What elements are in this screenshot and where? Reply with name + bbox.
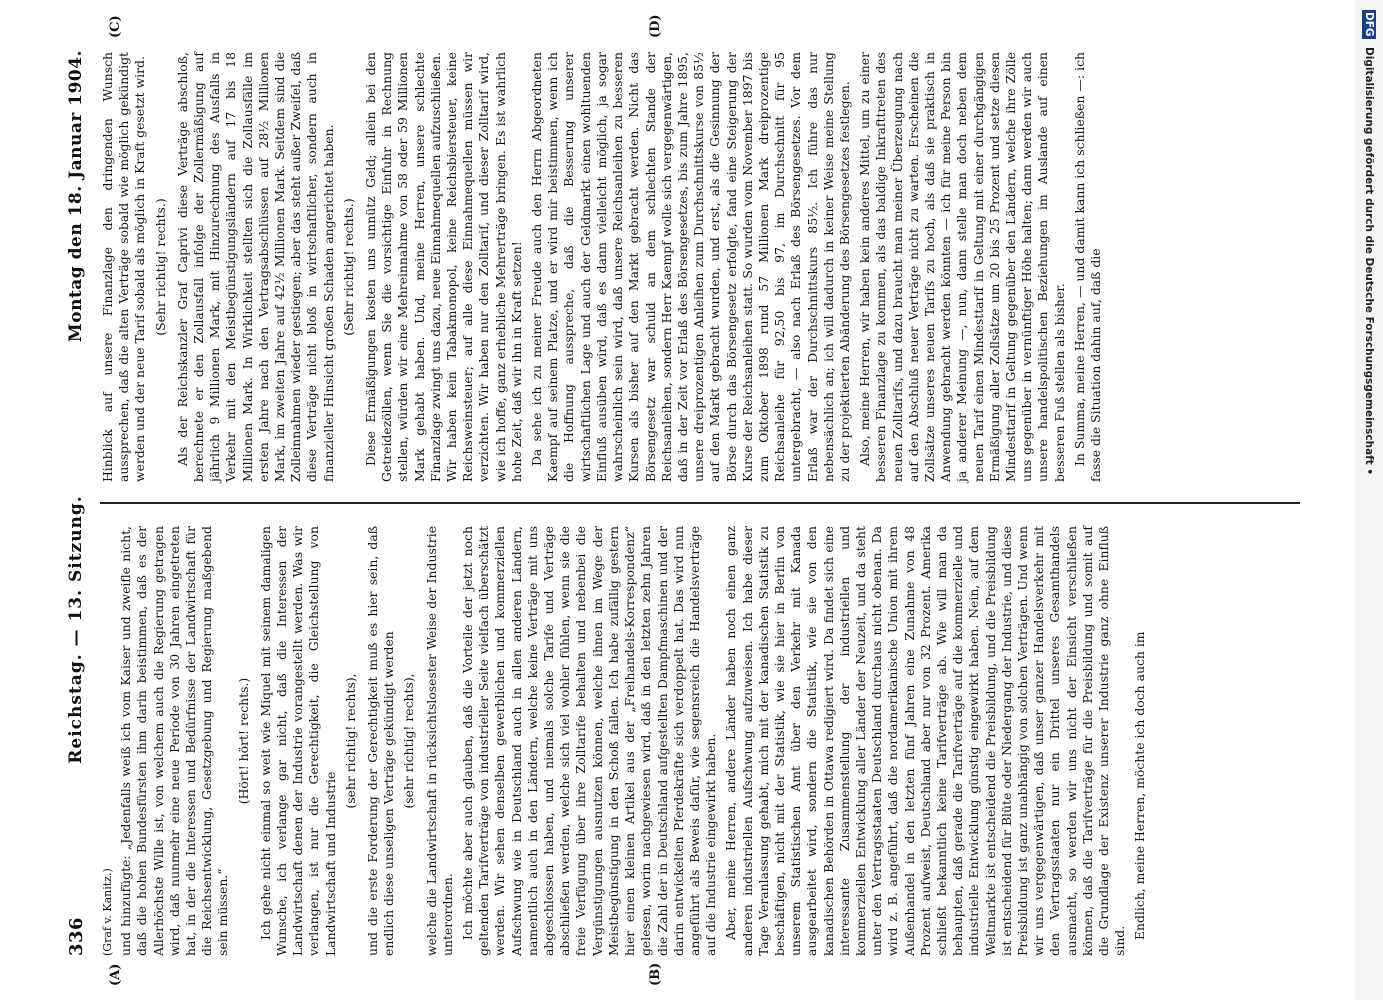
paragraph: Diese Ermäßigungen kosten uns unnütz Geld; allein bei den Getreidezöllen, wenn Sie die vorsichtige Einfuhr in Rechnung stellen, würden wir eine Mehreinnahme von 58 oder 59 Millionen Mark gehabt haben. Und, meine Herren, unsere schlechte Finanzlage zwingt uns dazu, neue Einnahmequellen aufzuschließen. Wir haben kein Tabakmonopol, keine Reichsbiersteuer, keine Reichsweinsteuer; auf alle diese Einnahmequellen müssen wir verzichten. Wir haben nur den Zolltarif, und dieser Zolltarif wird, wie ich hoffe, ganz erhebliche Mehrerträge bringen. Es ist wahrlich hohe Zeit, daß wir ihn in Kraft setzen! (363, 52, 524, 482)
paragraph: Ich gehe nicht einmal so weit wie Miquel mit seinem damaligen Wunsche, ich verlange gar nicht, daß die Interessen der Landwirtschaft denen der Industrie vorangestellt werden. Was wir verlangen, ist nur die Gerechtigkeit, die Gleichstellung von Landwirtschaft und Industrie (257, 526, 338, 956)
margin-letter-d: (D) (648, 14, 663, 38)
page-header (58, 50, 94, 956)
margin-letter-a: (A) (108, 963, 123, 986)
left-column (100, 526, 1298, 956)
interjection: (sehr richtig! rechts), (401, 673, 417, 809)
right-column (100, 52, 1298, 482)
session-title: Reichstag. — 13. Sitzung. (66, 495, 86, 764)
digitization-notice (1356, 10, 1382, 990)
paragraph: In Summa, meine Herren, — und damit kann ich schließen —: ich fasse die Situation dahin auf, daß die (1071, 52, 1103, 482)
speaker-label: (Graf v. Kanitz.) (101, 868, 114, 956)
rotated-page (58, 14, 1304, 986)
interjection: (Sehr richtig! rechts.) (152, 198, 168, 336)
interjection: (Hört! hört! rechts.) (235, 677, 251, 805)
paragraph: Aber, meine Herren, andere Länder haben noch einen ganz anderen industriellen Aufschwung aufzuweisen. Ich habe dieser Tage Veranlassung gehabt, mich mit der kanadischen Statistik zu beschäftigen, nicht mit der Statistik, wie sie hier in Berlin von unserem Statistischen Amt über den Verkehr mit Kanada ausgearbeitet wird, sondern die Statistik, wie sie von den kanadischen Behörden in Ottawa redigiert wird. Da findet sich eine interessante Zusammenstellung der industriellen und kommerziellen Entwicklung aller Länder der Neuzeit, und da steht unter den Vertragsstaaten Deutschland durchaus nicht obenan. Da wird z. B. angeführt, daß die nordamerikanische Union mit ihrem Außenhandel in den letzten fünf Jahren eine Zunahme von 48 Prozent aufweist, Deutschland aber nur von 32 Prozent. Amerika schließt bekanntlich keine Tarifverträge ab. Wie will man da behaupten, daß gerade die Tarifverträge auf die kommerzielle und industrielle Entwicklung günstig eingewirkt haben. Nein, auf dem Weltmarkte ist entscheidend die Preisbildung, und die Preisbildung ist entscheidend für Blüte oder Niedergang der Industrie, und diese Preisbildung ist ganz unabhängig von solchen Verträgen. Und wenn wir uns vergegenwärtigen, daß unser ganzer Handelsverkehr mit den Vertragsstaaten nur ein Drittel unseres Gesamthandels ausmacht, so werden wir uns nicht der Einsicht verschließen können, daß die Tarifverträge für die Preisbildung und somit auf die Grundlage der Existenz unserer Industrie ganz ohne Einfluß sind. (723, 526, 1128, 956)
paragraph: welche die Landwirtschaft in rücksichtslosester Weise der Industrie unterordnen. (423, 526, 455, 956)
paragraph: Als der Reichskanzler Graf Caprivi diese Verträge abschloß, berechnete er den Zollausfall infolge der Zollermäßigung auf jährlich 9 Millionen Mark, mit Hinzurechnung des Ausfalls in Verkehr mit den Meistbegünstigungsländern auf 17 bis 18 Millionen Mark. In Wirklichkeit stellten sich die Zollausfälle im ersten Jahre nach den Vertragsabschlüssen auf 28½ Millionen Mark, im zweiten Jahre auf 42½ Millionen Mark. Seitdem sind die Zolleinnahmen wieder gestiegen; aber das steht außer Zweifel, daß diese Verträge nicht bloß in wirtschaftlicher, sondern auch in finanzieller Hinsicht großen Schaden angerichtet haben. (174, 52, 336, 482)
digitization-notice-text: Digitalisierung gefördert durch die Deutsche Forschungsgemeinschaft • (1363, 46, 1375, 475)
paragraph: Endlich, meine Herren, möchte ich doch auch im (1132, 631, 1148, 940)
interjection: (Sehr richtig! rechts.) (340, 198, 356, 336)
paragraph: und die erste Forderung der Gerechtigkeit muß es hier sein, daß endlich diese unseligen Verträge gekündigt werden (365, 526, 397, 956)
paragraph: Hinblick auf unsere Finanzlage den dringenden Wunsch aussprechen, daß die alten Verträge sobald wie möglich gekündigt werden und der neue Tarif sobald als möglich in Kraft gesetzt wird. (100, 52, 148, 482)
margin-letter-b: (B) (648, 962, 663, 986)
interjection: (sehr richtig! rechts), (342, 673, 358, 809)
session-date: Montag den 18. Januar 1904. (66, 50, 86, 343)
paragraph: Ich möchte aber auch glauben, daß die Vorteile der jetzt noch geltenden Tarifverträge von industrieller Seite vielfach überschätzt werden. Wir sehen denselben gewerblichen und kommerziellen Aufschwung wie in Deutschland auch in allen anderen Ländern, namentlich auch in den Ländern, welche keine Verträge mit uns abgeschlossen haben, und niemals solche Tarife und Verträge abschließen werden, welche sich viel wohler fühlen, wenn sie die freie Verfügung über ihre Zolltarife behalten und nebenbei die Vergünstigungen ausnutzen können, welche ihnen im Wege der Meistbegünstigung in den Schoß fallen. Ich habe zufällig gestern hier einen kleinen Artikel aus der „Freihandels-Korrespondenz“ gelesen, worin nachgewiesen wird, daß in den letzten zehn Jahren die Zahl der in Deutschland aufgestellten Dampfmaschinen und der darin entwickelten Pferdekräfte sich verdoppelt hat. Das wird nun angeführt als Beweis dafür, wie segensreich die Handelsverträge auf die Industrie eingewirkt haben. (460, 526, 719, 956)
paragraph: Also, meine Herren, wir haben kein anderes Mittel, um zu einer besseren Finanzlage zu kommen, als das baldige Inkrafttreten des neuen Zolltarifs, und dazu braucht man meiner Überzeugung nach auf den Abschluß neuer Verträge nicht zu warten. Erscheinen die Zollsätze unseres neuen Tarifs zu hoch, als daß sie praktisch in Anwendung gebracht werden könnten — ich für meine Person bin ja anderer Meinung —, nun, dann stelle man doch neben dem neuen Tarif einen Mindesttarif in Geltung mit einer durchgängigen Ermäßigung aller Zollsätze um 20 bis 25 Prozent und setze diesen Mindesttarif in Geltung gegenüber den Ländern, welche ihre Zölle uns gegenüber in vernünftiger Höhe halten; dann werden wir auch unsere handelspolitischen Beziehungen im Auslande auf einen besseren Fuß stellen als bisher. (857, 52, 1067, 482)
paragraph: Da sehe ich zu meiner Freude auch den Herrn Abgeordneten Kaempf auf seinem Platze, und er wird mir beistimmen, wenn ich die Hoffnung ausspreche, daß die Besserung unserer wirtschaftlichen Lage und auch der Geldmarkt einen wohltuenden Einfluß ausüben wird, daß es dann vielleicht möglich, ja sogar wahrscheinlich sein wird, daß unsere Reichsanleihen zu besseren Kursen als bisher auf den Markt gebracht werden. Nicht das Börsengesetz war schuld an dem schlechten Stande der Reichsanleihen, sondern Herr Kaempf wolle sich vergegenwärtigen, daß in der Zeit vor Erlaß des Börsengesetzes, bis zum Jahre 1895, unsere dreiprozentigen Anleihen zum Durchschnittskurse von 85½ auf den Markt gebracht wurden, und erst, als die Gesinnung der Börse durch das Börsengesetz erfolgte, fand eine Steigerung der Kurse der Reichsanleihen statt. So wurden vom November 1897 bis zum Oktober 1898 rund 57 Millionen Mark dreiprozentige Reichsanleihe für 92,50 bis 97, im Durchschnitt für 95 untergebracht, — also nach Erlaß des Börsengesetzes. Vor dem Erlaß war der Durchschnittskurs 85½. Ich führe das nur nebensächlich an; ich will dadurch in keiner Weise meine Stellung zu der projektierten Abänderung des Börsengesetzes festlegen. (529, 52, 852, 482)
page-number: 336 (65, 916, 87, 956)
paragraph: und hinzufügte: „Jedenfalls weiß ich vom Kaiser und zweifle nicht, daß die hohen Bundesfürsten ihm darin beistimmen, daß es der Allerhöchste Wille ist, von welchem auch die Regierung getragen wird, daß nunmehr eine neue Periode von 30 Jahren eingetreten hat, in der die Interessen und Bedürfnisse der Landwirtschaft für die Reichsentwicklung, Gesetzgebung und Regierung maßgebend sein müssen.“ (118, 526, 231, 956)
margin-letter-c: (C) (108, 15, 123, 38)
dfg-logo: DFG (1363, 12, 1375, 37)
column-divider (100, 502, 1300, 504)
